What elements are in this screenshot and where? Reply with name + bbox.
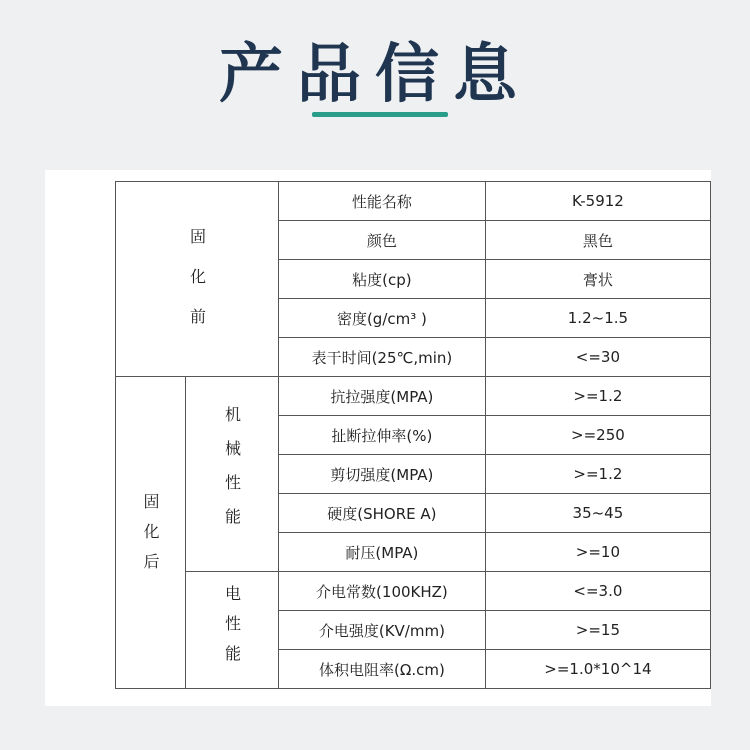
property-value: >=250 [485, 416, 710, 455]
property-value: K-5912 [485, 182, 710, 221]
group-label-post-cure: 固化后 [116, 377, 186, 689]
property-value: 35~45 [485, 494, 710, 533]
spec-card [45, 170, 711, 706]
property-name: 体积电阻率(Ω.cm) [279, 650, 486, 689]
property-value: >=15 [485, 611, 710, 650]
property-value: >=1.2 [485, 455, 710, 494]
property-value: <=30 [485, 338, 710, 377]
subgroup-label-mechanical: 机械性能 [186, 377, 279, 572]
property-name: 介电常数(100KHZ) [279, 572, 486, 611]
property-value: >=1.0*10^14 [485, 650, 710, 689]
property-value: >=1.2 [485, 377, 710, 416]
property-name: 密度(g/cm³ ) [279, 299, 486, 338]
property-name: 性能名称 [279, 182, 486, 221]
property-value: 膏状 [485, 260, 710, 299]
property-value: <=3.0 [485, 572, 710, 611]
property-name: 抗拉强度(MPA) [279, 377, 486, 416]
table-row [116, 377, 711, 416]
spec-table [115, 181, 711, 689]
subgroup-label-electrical: 电性能 [186, 572, 279, 689]
property-value: 黑色 [485, 221, 710, 260]
group-label-pre-cure: 固化前 [116, 182, 279, 377]
title-underline [312, 112, 448, 117]
page-title: 产品信息 [219, 37, 531, 112]
property-name: 介电强度(KV/mm) [279, 611, 486, 650]
property-value: 1.2~1.5 [485, 299, 710, 338]
property-name: 耐压(MPA) [279, 533, 486, 572]
property-name: 剪切强度(MPA) [279, 455, 486, 494]
table-row [116, 572, 711, 611]
property-name: 表干时间(25℃,min) [279, 338, 486, 377]
property-name: 扯断拉伸率(%) [279, 416, 486, 455]
property-name: 颜色 [279, 221, 486, 260]
property-name: 硬度(SHORE A) [279, 494, 486, 533]
table-row [116, 182, 711, 221]
property-name: 粘度(cp) [279, 260, 486, 299]
property-value: >=10 [485, 533, 710, 572]
